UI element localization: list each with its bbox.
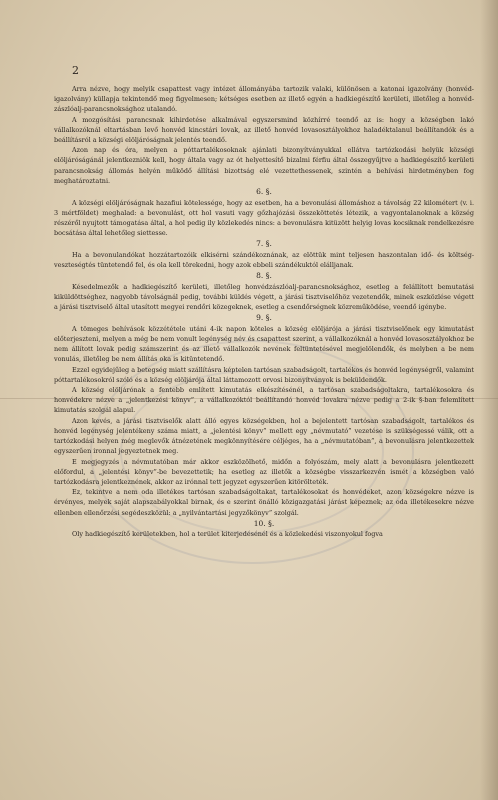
section-heading-10: 10. §. — [253, 518, 275, 528]
page-number: 2 — [72, 64, 79, 77]
intro-paragraph-2: A mozgósítási parancsnak kihirdetése alkalmával egyszersmind közhírré teendő az is: hogy a községben lakó vállalkozóknál eltartásban levő honvéd kincstári lovak, az illető honvéd lovasosztályokhoz haladéktalanul beállítandók és a beállításról a községi elöljáróságnak jelentés teendő. — [54, 115, 474, 145]
section-6-paragraph-1: A községi elöljáróságnak hazafiui kötelessége, hogy az esetben, ha a bevonulási állomáshoz a távolság 22 kilométert (v. i. 3 mértföldet) meghalad: a bevonulást, ott hol vasuti vagy gőzhajózási összeköttetés létezik, a vagyontalanoknak a község részéről nyujtott támogatása által, a hol pedig ily közlekedés nincs: a bevonulásra kitüzött helyig lovas kocsiknak rendelkezésre bocsátása által lehetőleg siettesse. — [54, 198, 474, 238]
section-9-paragraph-3: A község elöljárónak a fentebb említett kimutatás elkészítésénél, a tartósan szabadságoltakra, tartalékosokra és honvédekre nézve a „jelentkezési könyv”, a vállalkozóktól beállítandó honvéd lovakra nézve pedig a 2-ik §-ban felemlített kimutatás szolgál alapul. — [54, 386, 474, 415]
section-7-paragraph-1: Ha a bevonulandókat hozzátartozóik elkisérni szándékoznának, az elöttük mint teljesen haszontalan idő- és költség-veszteségtés tüntetendő fel, és ola kell törekedni, hogy azok ebbeli szándékuktól elálljanak. — [54, 250, 474, 270]
intro-paragraph-3: Azon nap és óra, melyen a póttartalékosoknak ajánlati bizonyítványukkal ellátva tartózkodási helyük községi elöljáróságánál jelentkezniök kell, hogy általa vagy az ót helyettesítő bizalmi férfiu által összegyűjtve a hadkiegészítő kerületi parancsnokság állomás helyén működő állítási bizottság elé vezettethessenek, szintén a behívási hirdetményben fog meghatároztatni. — [54, 146, 474, 185]
section-8-paragraph-1: Késedelmezők a hadkiegészítő kerületi, illetőleg honvédzászlóalj-parancsnoksághoz, esetleg a felállított bemutatási kiküldöttséghez, nagyobb távolságnál pedig, további küldés végett, a járási tisztviselőhöz vezetendők, minek eszközlése végett a járási tisztviselő által utasított megyei rendőri közegeknek, esetleg a csendőrségnek közreműködése, veendő igénybe. — [54, 282, 474, 312]
page-edge-shadow — [480, 0, 498, 800]
section-heading-7: 7. §. — [256, 239, 272, 249]
section-heading-8: 8. §. — [256, 271, 272, 281]
section-9-paragraph-2: Ezzel egyidejűleg a betegség miatt szállításra képtelen tartósan szabadságolt, tartalékos és honvéd legénységről, valamint póttartalékosokról szóló és a község elöljárója által láttamozott orvosi bizonyítványok is beküldendők. — [54, 365, 474, 384]
section-9-paragraph-6: Ez, tekintve a nem oda illetékes tartósan szabadságoltakat, tartalékosokat és honvédeket, azon községekre nézve is érvényes, melyek saját alapszabályokkal birnak, és e szerint önálló közigazgatási járást képeznek; az oda illetékesekre nézve ellenben ellenőrzési segédeszközül: a „nyilvántartási jegyzőkönyv” szolgál. — [54, 488, 474, 517]
section-9-paragraph-5: E megjegyzés a névmutatóban már akkor eszközölhető, midőn a folyószám, mely alatt a bevonulásra jelentkezett előfordul, a „jelentési könyv”-be bevezettetik; ha esetleg az illetők a községbe visszarkezvén ismét a községben való tartózkodásra jelentkeznének, akkor az irónnal tett jegyzet egyszerűen kitörölteték. — [54, 457, 474, 486]
section-heading-6: 6. §. — [256, 187, 272, 197]
section-10-paragraph-1: Oly hadkiegészítő kerületekben, hol a terület kiterjedésénél és a közlekedési viszonyokul fogva — [72, 530, 383, 539]
document-body — [54, 84, 474, 539]
section-9-paragraph-4: Azon kevés, a járási tisztviselők alatt álló egyes községekben, hol a bejelentett tartósan szabadságolt, tartalékos és honvéd legénység jelentékeny száma miatt, a „jelentési könyv” mellett egy „névmutató” vezetése is szükségessé válik, ott a tartózkodási helyen még meglevők átnézetének megkönnyítésére céljéges, ha a „névmutatóban”, a bevonulásra jelentkezettek egyszerűen ironnal jegyeztetnek meg. — [54, 416, 474, 456]
section-heading-9: 9. §. — [256, 313, 272, 323]
section-9-paragraph-1: A tömeges behívások közzététele utáni 4-ik napon köteles a község elöljárója a járási tisztviselőnek egy kimutatást előterjeszteni, melyen a még be nem vonult legénység név és csapattest szerint, a vállalkozóknál a honvéd lovasosztályokhoz be nem állított lovak pedig számszerint és az illető vállalkozók nevének feltüntetésével megjelölendők, és melyben a be nem vonulás, illetőleg be nem állítás oka is kitüntetendő. — [54, 324, 474, 364]
intro-paragraph-1: Arra nézve, hogy melyik csapattest vagy intézet állományába tartozik valaki, különösen a katonai igazolvány (honvéd-igazolvány) küllapja tekintendő meg figyelmesen; kétséges esetben az illető egyén a hadkiegészítő kerületi, illetőleg a honvéd-zászlóalj-parancsnoksághoz utalandó. — [54, 85, 474, 114]
